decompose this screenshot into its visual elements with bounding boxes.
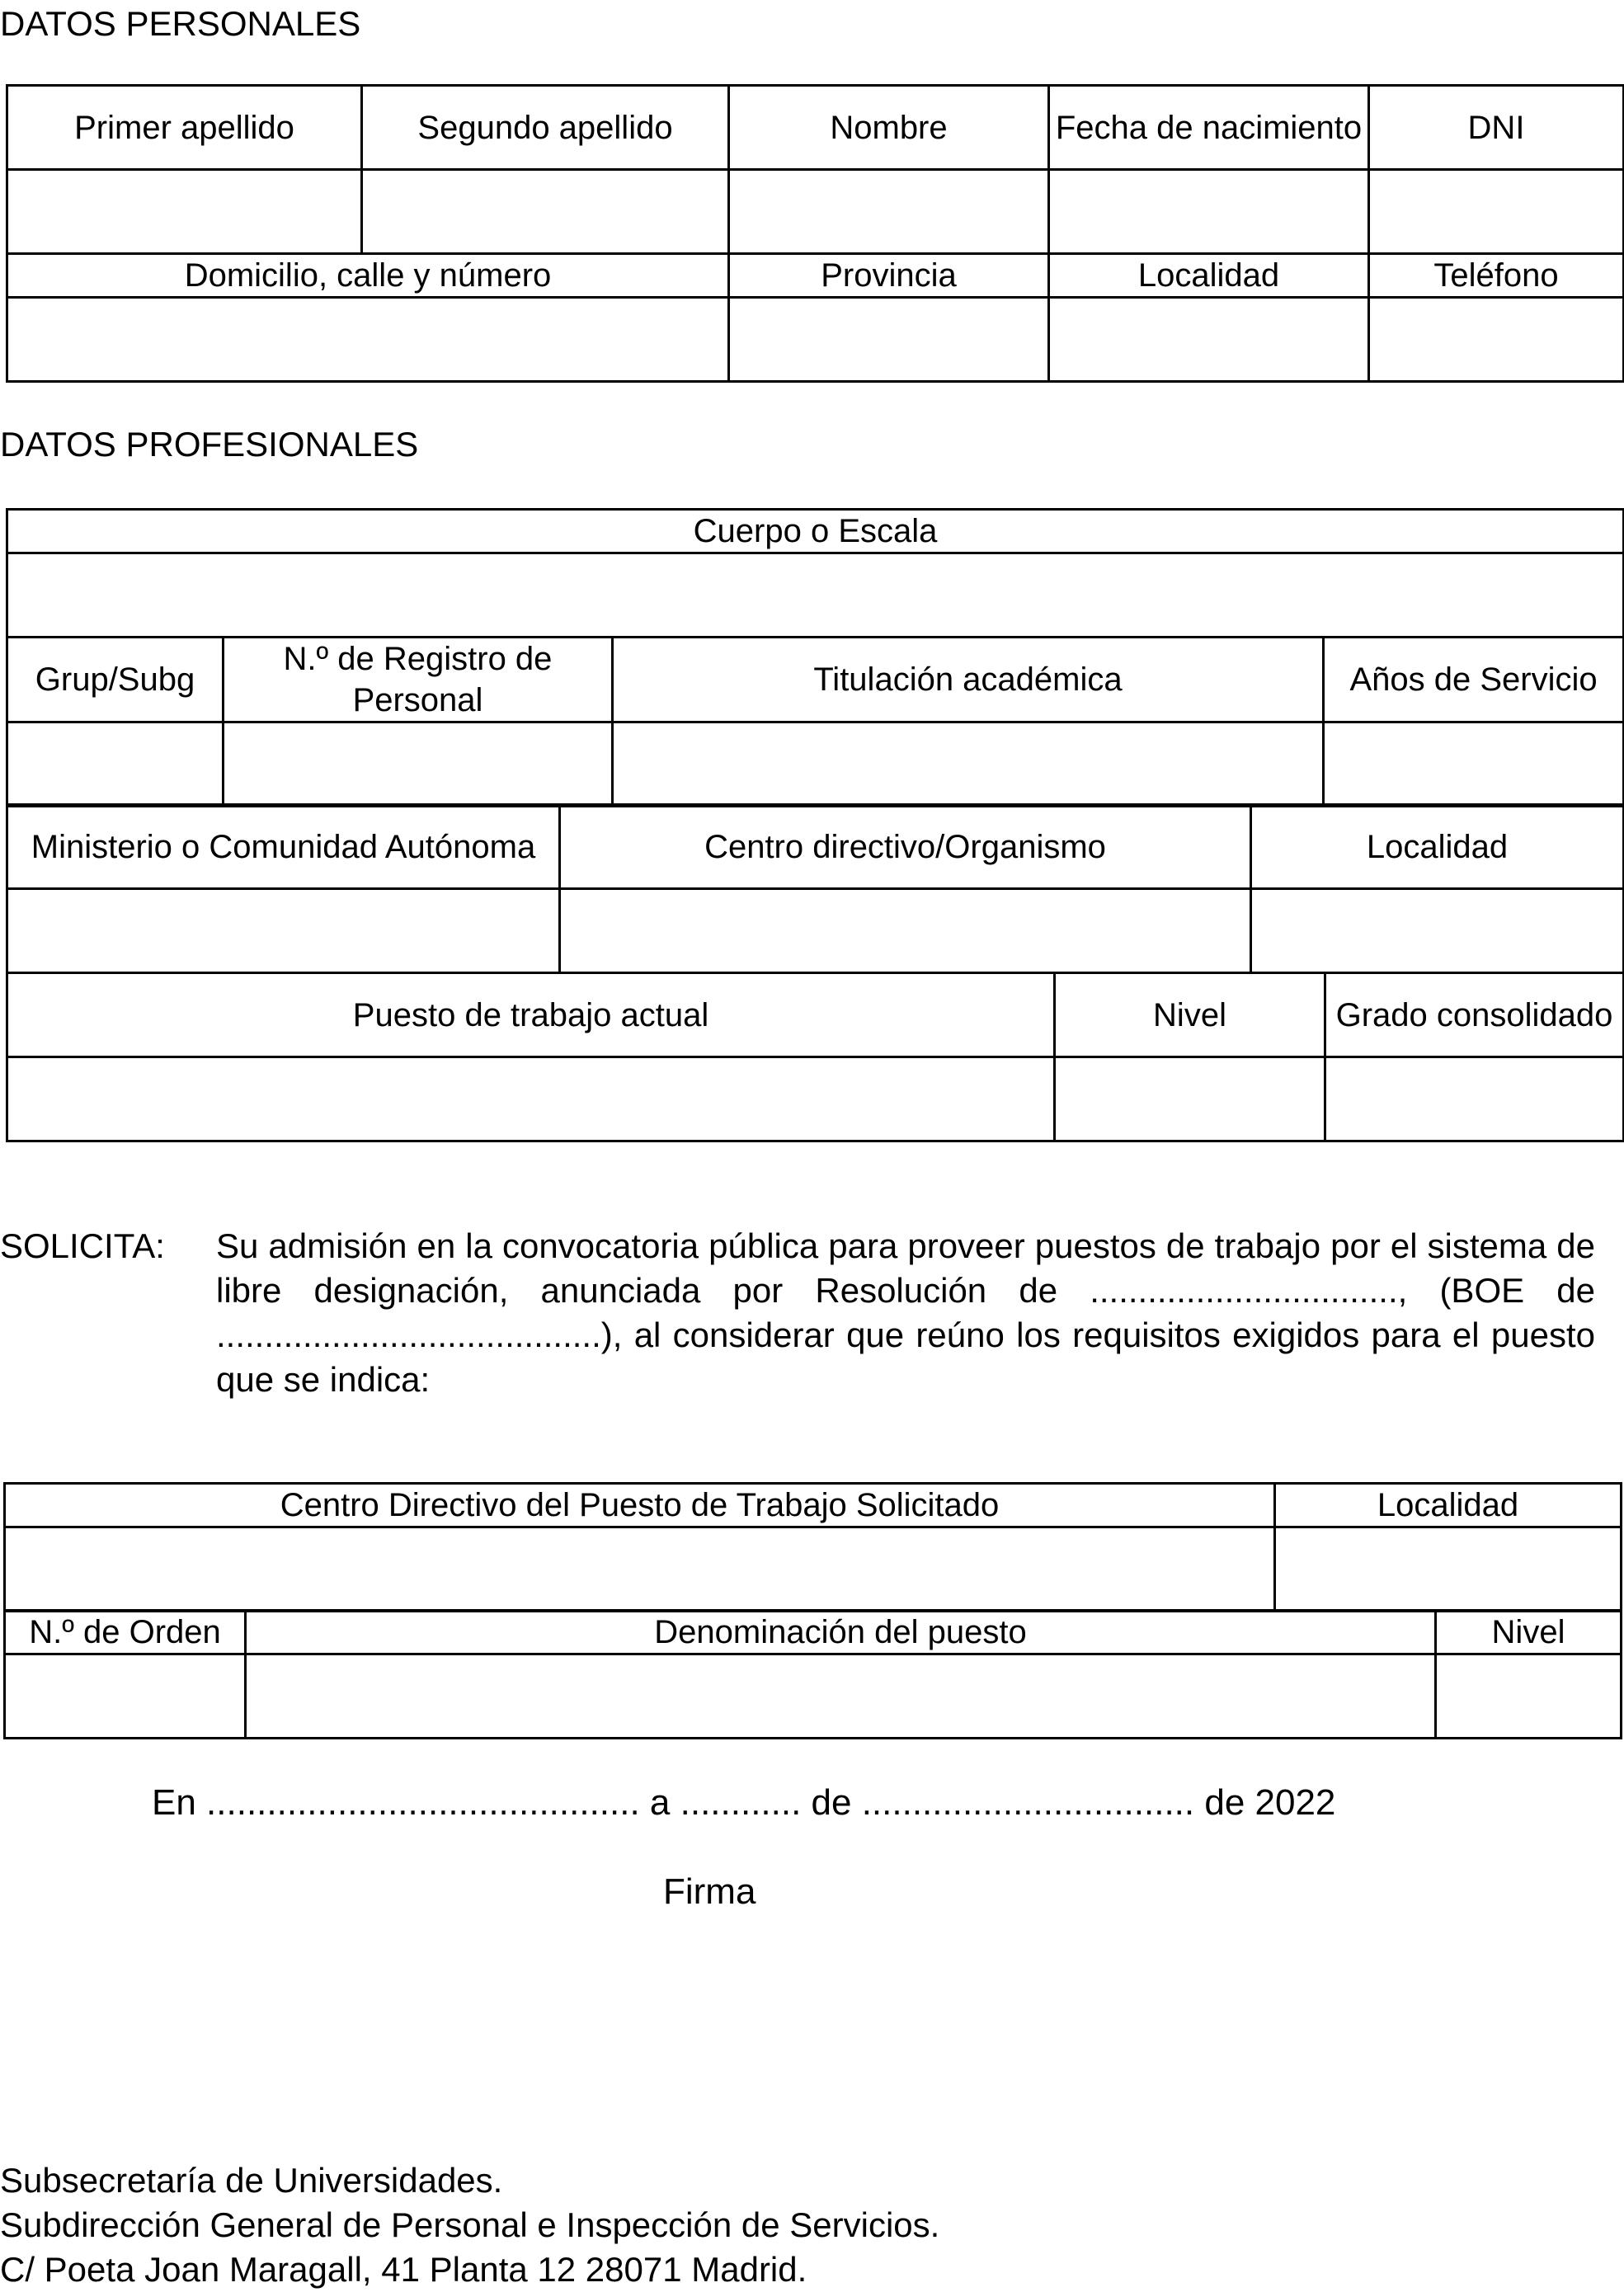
field-centro-directivo[interactable] <box>560 889 1251 973</box>
header-numero-orden: N.º de Orden <box>5 1611 246 1654</box>
header-localidad-prof: Localidad <box>1251 805 1624 889</box>
field-numero-orden[interactable] <box>5 1654 246 1739</box>
field-cuerpo-escala[interactable] <box>7 553 1624 638</box>
section-title-personales: DATOS PERSONALES <box>0 4 361 43</box>
field-nombre[interactable] <box>729 170 1049 254</box>
date-line: En ........................................... a ............ de ................................. de 2022 <box>152 1782 1336 1823</box>
header-cuerpo-escala: Cuerpo o Escala <box>7 510 1624 553</box>
section-title-profesionales: DATOS PROFESIONALES <box>0 425 419 464</box>
header-ministerio: Ministerio o Comunidad Autónoma <box>7 805 560 889</box>
header-anos-servicio: Años de Servicio <box>1324 638 1624 722</box>
field-primer-apellido[interactable] <box>7 170 362 254</box>
footer-line-1: Subsecretaría de Universidades. <box>0 2161 503 2200</box>
field-telefono[interactable] <box>1369 298 1624 382</box>
footer-line-3: C/ Poeta Joan Maragall, 41 Planta 12 28071 Madrid. <box>0 2250 807 2289</box>
header-puesto-actual: Puesto de trabajo actual <box>7 973 1055 1057</box>
header-nombre: Nombre <box>729 86 1049 170</box>
professional-data-table-2 <box>6 803 1624 974</box>
header-fecha-nacimiento: Fecha de nacimiento <box>1049 86 1369 170</box>
requested-post-table-1 <box>3 1482 1622 1612</box>
field-titulacion[interactable] <box>613 722 1324 807</box>
solicita-text: Su admisión en la convocatoria pública para proveer puestos de trabajo por el sistema de libre designación, anunciada por Resolución de ................................, (BOE de ........................................), al considerar que reúno los requisitos exigidos para el puesto que se indica: <box>216 1226 1595 1399</box>
header-denominacion-puesto: Denominación del puesto <box>246 1611 1436 1654</box>
header-dni: DNI <box>1369 86 1624 170</box>
requested-post-table-2 <box>3 1609 1622 1739</box>
header-localidad: Localidad <box>1049 254 1369 298</box>
field-grup-subg[interactable] <box>7 722 224 807</box>
footer-line-2: Subdirección General de Personal e Inspección de Servicios. <box>0 2205 940 2244</box>
field-denominacion-puesto[interactable] <box>246 1654 1436 1739</box>
header-titulacion: Titulación académica <box>613 638 1324 722</box>
field-nivel[interactable] <box>1055 1057 1325 1141</box>
header-grado-consolidado: Grado consolidado <box>1325 973 1624 1057</box>
field-nivel-puesto[interactable] <box>1436 1654 1622 1739</box>
field-domicilio[interactable] <box>7 298 729 382</box>
field-localidad-puesto[interactable] <box>1275 1527 1622 1612</box>
header-telefono: Teléfono <box>1369 254 1624 298</box>
signature-label: Firma <box>663 1871 756 1912</box>
header-primer-apellido: Primer apellido <box>7 86 362 170</box>
field-ministerio[interactable] <box>7 889 560 973</box>
header-centro-directivo: Centro directivo/Organismo <box>560 805 1251 889</box>
header-localidad-puesto: Localidad <box>1275 1484 1622 1527</box>
field-provincia[interactable] <box>729 298 1049 382</box>
field-localidad[interactable] <box>1049 298 1369 382</box>
professional-data-table-3 <box>6 972 1624 1142</box>
header-registro-personal: N.º de Registro de Personal <box>224 638 613 722</box>
header-domicilio: Domicilio, calle y número <box>7 254 729 298</box>
field-centro-directivo-puesto[interactable] <box>5 1527 1275 1612</box>
field-dni[interactable] <box>1369 170 1624 254</box>
personal-data-table <box>6 84 1624 383</box>
field-localidad-prof[interactable] <box>1251 889 1624 973</box>
field-grado-consolidado[interactable] <box>1325 1057 1624 1141</box>
header-segundo-apellido: Segundo apellido <box>362 86 729 170</box>
header-grup-subg: Grup/Subg <box>7 638 224 722</box>
field-segundo-apellido[interactable] <box>362 170 729 254</box>
header-provincia: Provincia <box>729 254 1049 298</box>
header-nivel-puesto: Nivel <box>1436 1611 1622 1654</box>
solicita-label: SOLICITA: <box>0 1226 165 1265</box>
field-fecha-nacimiento[interactable] <box>1049 170 1369 254</box>
professional-data-table-1 <box>6 508 1624 807</box>
field-anos-servicio[interactable] <box>1324 722 1624 807</box>
header-nivel: Nivel <box>1055 973 1325 1057</box>
field-puesto-actual[interactable] <box>7 1057 1055 1141</box>
field-registro-personal[interactable] <box>224 722 613 807</box>
header-centro-directivo-puesto: Centro Directivo del Puesto de Trabajo Solicitado <box>5 1484 1275 1527</box>
